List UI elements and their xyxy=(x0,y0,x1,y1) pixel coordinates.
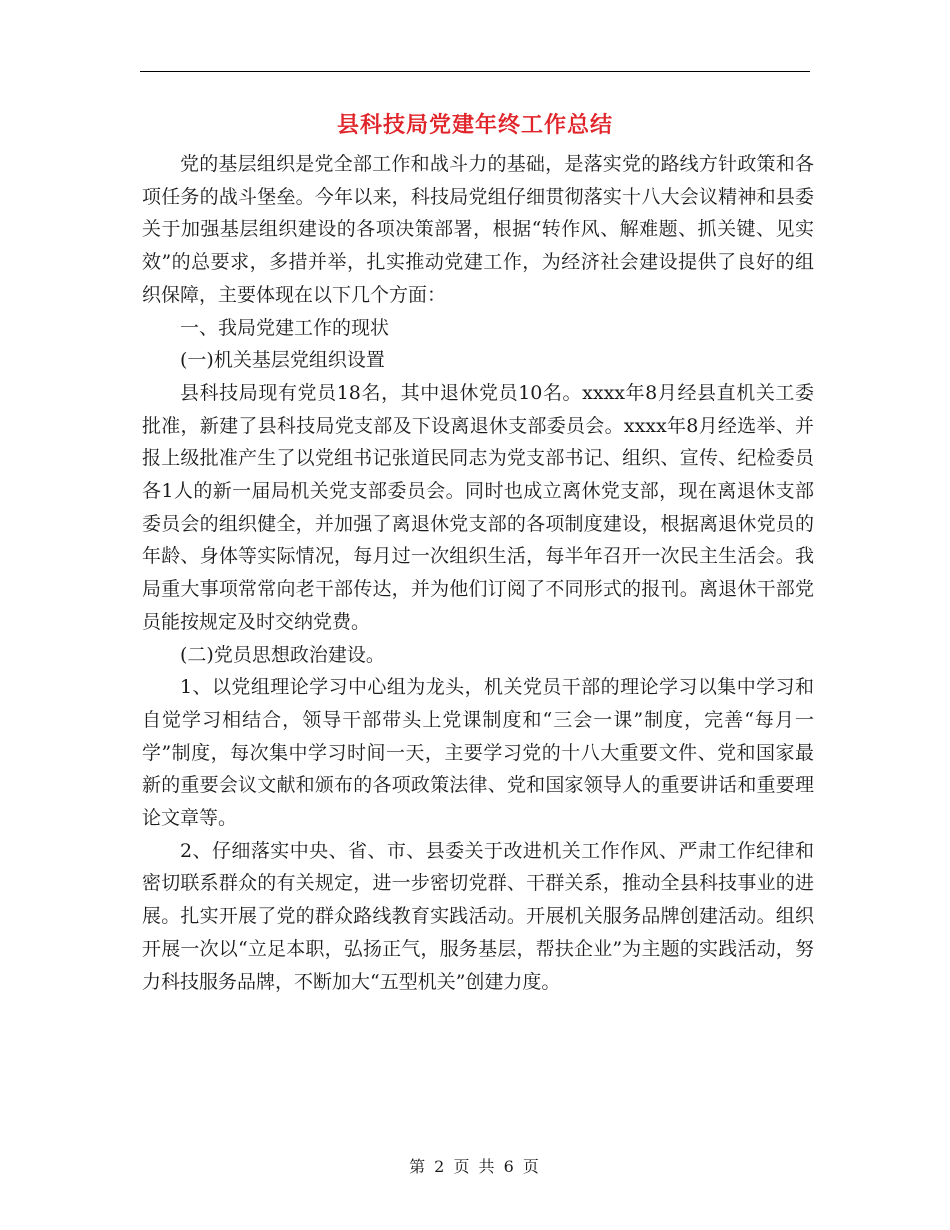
subsection-heading-1: (一)机关基层党组织设置 xyxy=(180,349,385,372)
subsection-heading-2: (二)党员思想政治建设。 xyxy=(180,643,385,666)
paragraph-item-1: 1、以党组理论学习中心组为龙头，机关党员干部的理论学习以集中学习和自觉学习相结合，领导干部带头上党课制度和“三会一课”制度，完善“每月一学”制度，每次集中学习时间一天，主要学习党的十八大重要文件、党和国家最新的重要会议文献和颁布的各项政策法律、党和国家领导人的重要讲话和重要理论文章等。 xyxy=(142,676,814,830)
paragraph-organization: 县科技局现有党员18名，其中退休党员10名。xxxx年8月经县直机关工委批准，新建了县科技局党支部及下设离退休支部委员会。xxxx年8月经选举、并报上级批准产生了以党组书记张道民同志为党支部书记、组织、宣传、纪检委员各1人的新一届局机关党支部委员会。同时也成立离休党支部，现在离退休支部委员会的组织健全，并加强了离退休党支部的各项制度建设，根据离退休党员的年龄、身体等实际情况，每月过一次组织生活，每半年召开一次民主生活会。我局重大事项常常向老干部传达，并为他们订阅了不同形式的报刊。离退休干部党员能按规定及时交纳党费。 xyxy=(142,381,814,633)
page-number: 第 2 页 共 6 页 xyxy=(409,1157,541,1176)
document-body xyxy=(142,148,814,998)
header-rule xyxy=(140,71,810,72)
document-title: 县科技局党建年终工作总结 xyxy=(336,112,613,138)
paragraph-item-2: 2、仔细落实中央、省、市、县委关于改进机关工作作风、严肃工作纪律和密切联系群众的有关规定，进一步密切党群、干群关系，推动全县科技事业的进展。扎实开展了党的群众路线教育实践活动。开展机关服务品牌创建活动。组织开展一次以“立足本职，弘扬正气，服务基层，帮扶企业”为主题的实践活动，努力科技服务品牌，不断加大“五型机关”创建力度。 xyxy=(142,839,814,993)
paragraph-intro: 党的基层组织是党全部工作和战斗力的基础，是落实党的路线方针政策和各项任务的战斗堡垒。今年以来，科技局党组仔细贯彻落实十八大会议精神和县委关于加强基层组织建设的各项决策部署，根据“转作风、解难题、抓关键、见实效”的总要求，多措并举，扎实推动党建工作，为经济社会建设提供了良好的组织保障，主要体现在以下几个方面： xyxy=(142,153,814,306)
section-heading-1: 一、我局党建工作的现状 xyxy=(180,316,390,339)
